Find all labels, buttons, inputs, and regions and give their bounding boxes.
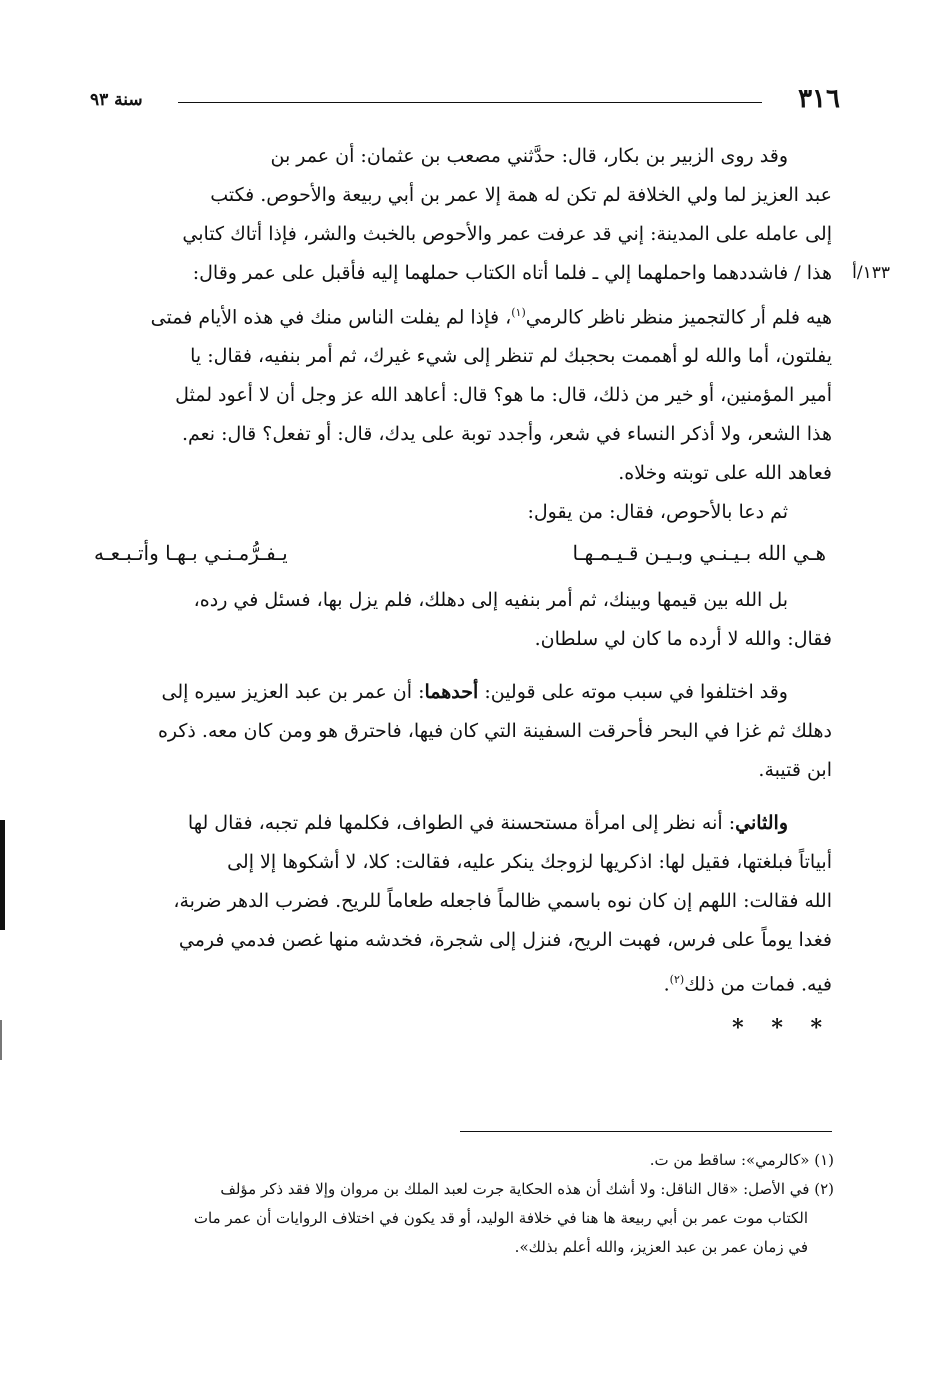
paragraph-5-line: أبياتاً فبلغتها، فقيل لها: اذكريها لزوجك ينكر عليه، فقالت: كلا، لا أشكوها إلا إلى: [227, 851, 832, 874]
line-text: هيه فلم أر كالتجميز منظر ناظر كالرمي: [525, 306, 832, 329]
paragraph-1-line: هذا الشعر، ولا أذكر النساء في شعر، وأجدد توبة على يدك، قال: أو تفعل؟ قال: نعم.: [181, 423, 832, 446]
line-text: هذا / فاشددهما واحملهما إلي ـ فلما أتاه الكتاب حملهما إليه فأقبل على عمر وقال:: [192, 262, 832, 284]
footnote-ref-1[interactable]: (١): [511, 306, 526, 319]
paragraph-1-line: [94, 254, 890, 293]
page-header: [90, 84, 840, 118]
paragraph-5-line: الله فقالت: اللهم إن كان نوه باسمي ظالماً فاجعله طعاماً للريح. فضرب الدهر ضربة،: [173, 890, 832, 913]
manuscript-folio-marker: ١٣٣/أ: [852, 263, 890, 283]
line-text: .: [663, 973, 670, 996]
paragraph-5-line: فغدا يوماً على فرس، فهبت الريح، فنزل إلى شجرة، فخدشه منها غصن فدمي فرمي: [178, 929, 832, 952]
footnote-2-line: في زمان عمر بن عبد العزيز، والله أعلم بذلك».: [514, 1238, 808, 1256]
running-head-year: سنة ٩٣: [90, 90, 143, 110]
header-rule: [178, 102, 762, 103]
paragraph-1-line: فعاهد الله على توبته وخلاه.: [618, 462, 832, 485]
footnote-2-line: الكتاب موت عمر بن أبي ربيعة ها هنا في خلافة الوليد، أو قد يكون في اختلاف الروايات أن عمر مات: [193, 1209, 808, 1227]
verse-first-hemistich: هـي الله بـيـنـي وبـيـن قـيـمـهـا: [572, 541, 826, 566]
paragraph-1-line: عبد العزيز لما ولي الخلافة لم تكن له همة إلا عمر بن أبي ربيعة والأحوص. فكتب: [210, 184, 832, 206]
footnote-2-line: (٢) في الأصل: «قال الناقل: ولا أشك أن هذه الحكاية جرت لعبد الملك بن مروان وإلا فقد ذكر مؤلف: [220, 1180, 834, 1198]
paragraph-1-line: يفلتون، أما والله لو أهممت بحجبك لم تنظر إلى شيء غيرك، ثم أمر بنفيه، فقال: يا: [190, 345, 832, 368]
section-separator: * * *: [732, 1014, 832, 1041]
bold-term: أحدهما: [424, 681, 479, 704]
paragraph-5-line: [94, 960, 832, 1004]
line-text: وقد اختلفوا في سبب موته على قولين:: [478, 681, 788, 704]
line-text: فيه. فمات من ذلك: [684, 973, 832, 996]
paragraph-1-line: [94, 293, 832, 337]
scan-edge-mark: [0, 820, 5, 930]
footnote-ref-2[interactable]: (٢): [669, 973, 685, 987]
footnote-1: (١) «كالرمي»: ساقط من ت.: [649, 1151, 834, 1169]
paragraph-1-line: أمير المؤمنين، أو خير من ذلك، قال: ما هو؟ قال: أعاهد الله عز وجل أن لا أعود لمثل: [175, 384, 832, 407]
line-text: ، فإذا لم يفلت الناس منك في هذه الأيام فمتى: [150, 306, 512, 329]
paragraph-1-line: وقد روى الزبير بن بكار، قال: حدَّثني مصعب بن عثمان: أن عمر بن: [270, 145, 788, 167]
poetry-verse: [94, 532, 832, 573]
verse-second-hemistich: يـفـرُّمـنـي بـهـا وأتـبـعـه: [94, 541, 288, 566]
paragraph-4-line: دهلك ثم غزا في البحر فأحرقت السفينة التي كان فيها، فاحترق هو ومن كان معه. ذكره: [157, 720, 832, 743]
line-text: : أنه نظر إلى امرأة مستحسنة في الطواف، فكلمها فلم تجبه، فقال لها: [187, 812, 736, 835]
paragraph-1-line: إلى عامله على المدينة: إني قد عرفت عمر والأحوص بالخبث والشر، فإذا أتاك كتابي: [182, 223, 832, 245]
paragraph-4-line: ابن قتيبة.: [758, 759, 832, 782]
scan-edge-mark: [0, 1020, 2, 1060]
body-text: [94, 137, 890, 1048]
line-text: : أن عمر بن عبد العزيز سيره إلى: [161, 681, 425, 704]
paragraph-3-line: بل الله بين قيمها وبينك، ثم أمر بنفيه إلى دهلك، فلم يزل بها، فسئل في رده،: [193, 589, 788, 612]
page-number: ٣١٦: [798, 84, 840, 114]
paragraph-4-line: [94, 673, 832, 712]
footnote-rule: [460, 1131, 832, 1132]
bold-term: والثاني: [735, 812, 788, 835]
footnotes: [94, 1146, 834, 1262]
paragraph-5-line: [94, 804, 832, 843]
paragraph-3-line: فقال: والله لا أرده ما كان لي سلطان.: [534, 628, 832, 651]
paragraph-2: ثم دعا بالأحوص، فقال: من يقول:: [527, 501, 788, 524]
